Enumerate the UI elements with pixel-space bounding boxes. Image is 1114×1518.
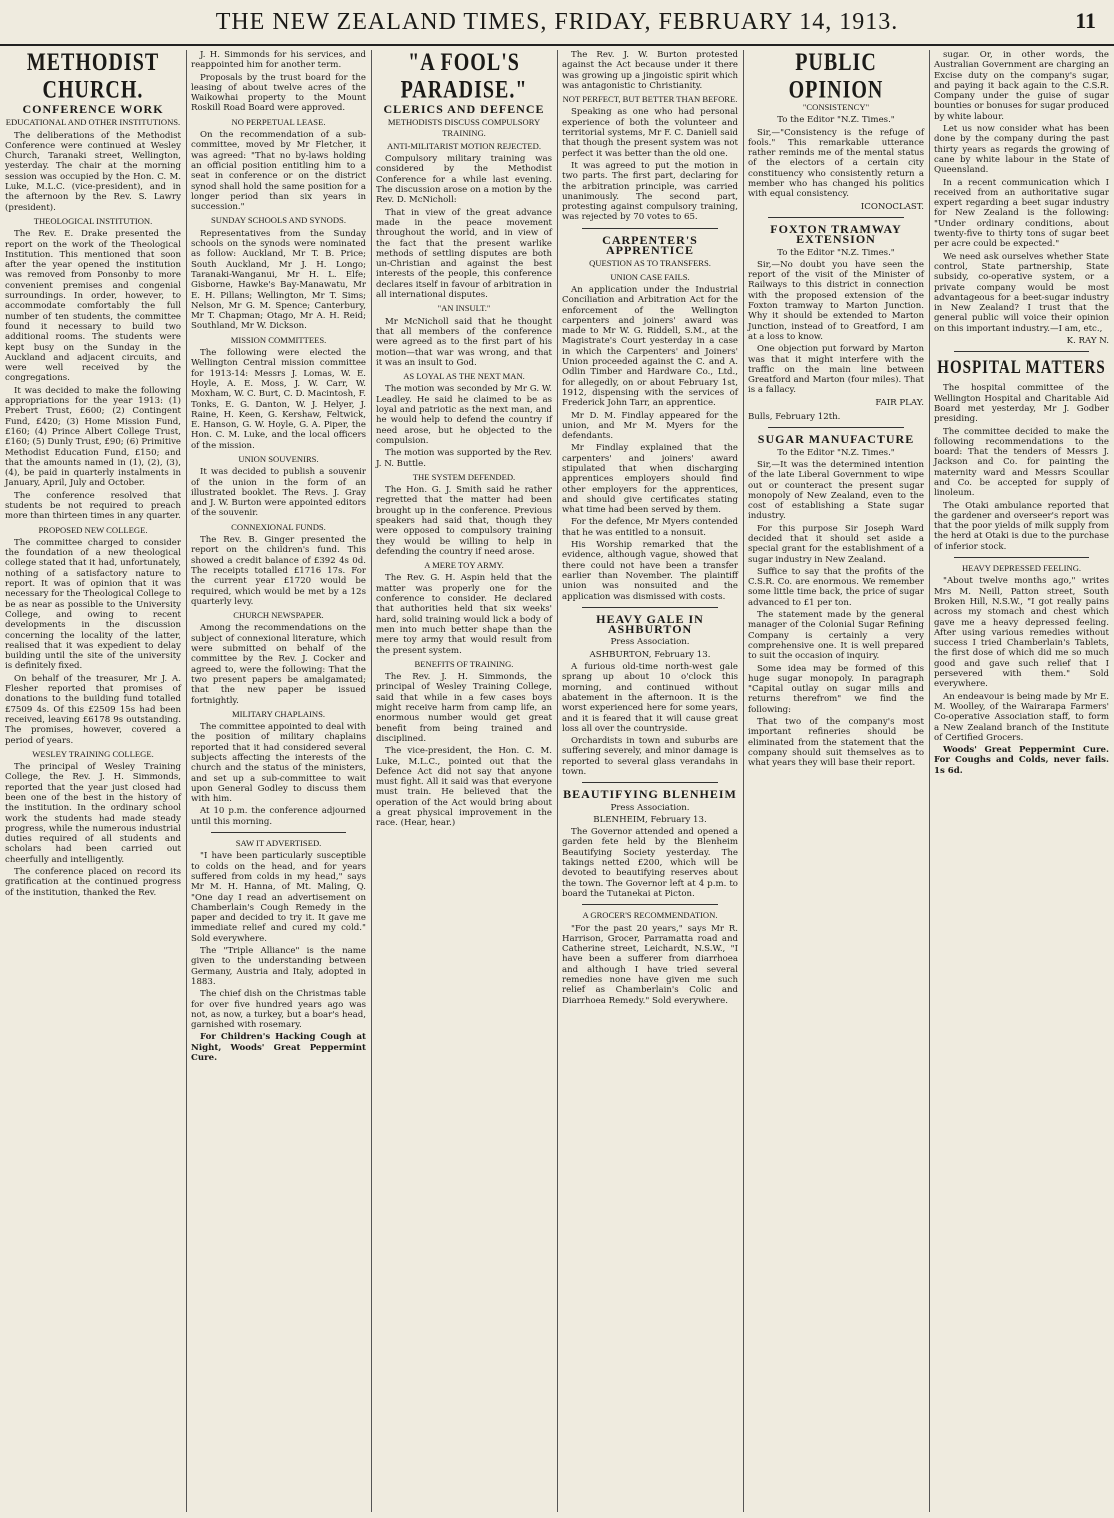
paragraph: The committee charged to consider the foundation of a new theological college stated that it had, unfortunately, nothing of a satisfactory nature to report. It was of opinion that it was necessary for the Theological College to be as near as possible to the University College, and owing to recent developments in the discussion concerning the locality of the latter, realised that it was expedient to delay building until the site of the university is definitely fixed. xyxy=(5,537,181,672)
advertisement: For Children's Hacking Cough at Night, Woods' Great Peppermint Cure. xyxy=(191,1032,366,1064)
column-6 xyxy=(929,50,1114,1512)
paragraph: Mr D. M. Findlay appeared for the union, and Mr M. Myers for the defendants. xyxy=(562,410,738,442)
letter-date: Bulls, February 12th. xyxy=(748,412,841,423)
headline-public-opinion: PUBLIC OPINION xyxy=(788,50,884,104)
section-heading: THEOLOGICAL INSTITUTION. xyxy=(33,215,153,226)
paragraph: The Rev. J. H. Simmonds, the principal of Wesley Training College, said that while in a few cases boys might receive harm from camp life, an enormous number would get great benefit from being trained and disciplined. xyxy=(376,672,552,744)
paragraph: Among the recommendations on the subject of connexional literature, which were submitted on behalf of the committee by the Rev. J. Cocker and agreed to, were the following: That the two present papers be amalgamated; that the new paper be issued fortnightly. xyxy=(191,623,366,706)
paragraph: The Rev. E. Drake presented the report on the work of the Theological Institution. This mentioned that soon after the year opened the institution was removed from Ponsonby to more convenient premises and congenial surroundings. In order, however, to accommodate comfortably the full number of ten students, the committee found it necessary to build two additional rooms. The students were kept busy on the Sunday in the Auckland and adjacent circuits, and were well received by the congregations. xyxy=(5,229,181,384)
paragraph: We need ask ourselves whether State control, State partnership, State subsidy, co-operative system, or a private company would be most advantageous for a beet-sugar industry in New Zealand? I trust that the general public will voice their opinion on this important industry.—I am, etc., xyxy=(934,251,1109,334)
column-1 xyxy=(0,50,186,1512)
divider xyxy=(954,351,1089,352)
section-heading: A GROCER'S RECOMMENDATION. xyxy=(582,910,718,921)
section-heading: AS LOYAL AS THE NEXT MAN. xyxy=(403,371,525,382)
paragraph: On behalf of the treasurer, Mr J. A. Flesher reported that promises of donations to the building fund totalled £7509 4s. Of this £2509 15s had been received, leaving £6178 9s outstanding. The promises, however, covered a period of years. xyxy=(5,673,181,746)
subhead-conference-work: CONFERENCE WORK xyxy=(22,102,164,116)
paragraph: The Hon. G. J. Smith said he rather regretted that the matter had been brought up in the conference. Previous speakers had said that, though they were opposed to compulsory training they would be willing to help in defending the country if need arose. xyxy=(376,485,552,557)
letter-title: FOXTON TRAMWAY EXTENSION xyxy=(770,221,902,247)
section-heading: CONNEXIONAL FUNDS. xyxy=(231,521,326,532)
letter-signature: FAIR PLAY. xyxy=(875,397,924,408)
section-heading: NO PERPETUAL LEASE. xyxy=(231,116,326,127)
column-2 xyxy=(186,50,371,1512)
divider xyxy=(582,607,718,608)
divider xyxy=(582,904,718,905)
paragraph: The principal of Wesley Training College, the Rev. J. H. Simmonds, reported that the year just closed had been one of the best in the history of the institution. In the ordinary school work the students had made steady progress, while the numerous industrial duties required of all students and scholars had been carried out cheerfully and intelligently. xyxy=(5,762,181,865)
paragraph: The Rev. B. Ginger presented the report on the children's fund. This showed a credit balance of £392 4s 0d. The receipts totalled £1716 17s. For the current year £1720 would be required, which would be met by a 12s quarterly levy. xyxy=(191,535,366,607)
paragraph: The hospital committee of the Wellington Hospital and Charitable Aid Board met yesterday, Mr J. Godber presiding. xyxy=(934,383,1109,425)
letter-signature: ICONOCLAST. xyxy=(860,201,924,212)
headline-heavy-gale: HEAVY GALE IN ASHBURTON xyxy=(596,611,704,637)
paragraph: Compulsory military training was considered by the Methodist Conference for a while last evening. The discussion arose on a motion by the Rev. D. McNicholl: xyxy=(376,154,552,206)
headline-carpenters-apprentice: CARPENTER'S APPRENTICE xyxy=(602,232,698,258)
paragraph: One objection put forward by Marton was that it might interfere with the traffic on the main line between Greatford and Marton (four miles). That is a fallacy. xyxy=(748,344,924,396)
divider xyxy=(954,557,1089,558)
paragraph: For the defence, Mr Myers contended that he was entitled to a nonsuit. xyxy=(562,517,738,538)
paragraph: The motion was seconded by Mr G. W. Leadley. He said he claimed to be as loyal and patriotic as the next man, and he would help to defend the country if need arose, but he objected to the compulsion. xyxy=(376,384,552,446)
paragraph: "About twelve months ago," writes Mrs M. Neill, Patton street, South Broken Hill, N.S.W., "I got really pains across my stomach and chest which gave me a heavy depressed feeling. After using various remedies without success I tried Chamberlain's Tablets, the first dose of which did me so much good and gave such relief that I persevered with them." Sold everywhere. xyxy=(934,576,1109,690)
dateline: ASHBURTON, February 13. xyxy=(589,649,711,660)
paragraph: Sir,—It was the determined intention of the late Liberal Government to wipe out or counteract the present sugar monopoly of New Zealand, even to the cost of establishing a State sugar industry. xyxy=(748,459,924,522)
paragraph: The vice-president, the Hon. C. M. Luke, M.L.C., pointed out that the Defence Act did not say that anyone must fight. All it said was that everyone must train. He believed that the operation of the Act would bring about a great physical improvement in the race. (Hear, hear.) xyxy=(376,746,552,829)
newspaper-title: THE NEW ZEALAND TIMES, FRIDAY, FEBRUARY 14, 1913. xyxy=(215,8,899,35)
paragraph: Some idea may be formed of this huge sugar monopoly. In paragraph "Capital outlay on sugar mills and returns therefrom" we find the following: xyxy=(748,663,924,715)
paragraph: The Otaki ambulance reported that the gardener and overseer's report was that the poor yields of milk supply from the herd at Otaki is due to the purchase of inferior stock. xyxy=(934,500,1109,552)
section-heading: BENEFITS OF TRAINING. xyxy=(414,658,514,669)
divider xyxy=(582,228,718,229)
divider xyxy=(582,782,718,783)
paragraph: The conference placed on record its gratification at the continued progress of the institution, thanked the Rev. xyxy=(5,867,181,898)
letter-signature: K. RAY N. xyxy=(1066,336,1109,347)
section-heading: SUNDAY SCHOOLS AND SYNODS. xyxy=(211,215,346,226)
paragraph: The committee decided to make the following recommendations to the board: That the tenders of Messrs J. Jackson and Co. for painting the maternity ward and Messrs Scoullar and Co. be accepted for supply of linoleum. xyxy=(934,426,1109,499)
paragraph: That in view of the great advance made in the peace movement throughout the world, and in view of the fact that the present warlike methods of settling disputes are both un-Christian and against the best interests of the people, this conference declares itself in favour of arbitration in all international disputes. xyxy=(376,207,552,301)
paragraph: An application under the Industrial Conciliation and Arbitration Act for the enforcement of the Wellington carpenters and joiners' award was made to Mr W. G. Riddell, S.M., at the Magistrate's Court yesterday in a case in which the Carpenters' and Joiners' Union proceeded against the C. and A. Odlin Timber and Hardware Co., Ltd., for allegedly, on or about February 1st, 1912, dispensing with the services of Frederick John Tarr, an apprentice. xyxy=(562,284,738,409)
deck: EDUCATIONAL AND OTHER INSTITUTIONS. xyxy=(5,117,181,128)
paragraph: Orchardists in town and suburbs are suffering severely, and minor damage is reported to several glass verandahs in town. xyxy=(562,736,738,777)
letter-title: SUGAR MANUFACTURE xyxy=(757,432,915,447)
deck: ANTI-MILITARIST MOTION REJECTED. xyxy=(386,140,542,151)
paragraph: "For the past 20 years," says Mr R. Harrison, Grocer, Parramatta road and Catherine street, Leichardt, N.S.W., "I have been a sufferer from diarrhoea and although I have tried several remedies none have given me such relief as Chamberlain's Colic and Diarrhoea Remedy." Sold everywhere. xyxy=(562,923,738,1006)
section-heading: WESLEY TRAINING COLLEGE. xyxy=(32,748,154,759)
headline-beautifying-blenheim: BEAUTIFYING BLENHEIM xyxy=(563,787,737,802)
subhead-clerics-defence: CLERICS AND DEFENCE xyxy=(383,102,545,116)
paragraph: His Worship remarked that the evidence, although vague, showed that there could not have been a transfer earlier than November. The plaintiff union was nonsuited and the application was dismissed with costs. xyxy=(562,540,738,602)
section-heading: MISSION COMMITTEES. xyxy=(230,334,327,345)
paragraph: It was agreed to put the motion in two parts. The first part, declaring for the arbitration principle, was carried unanimously. The second part, protesting against compulsory training, was rejected by 70 votes to 65. xyxy=(562,160,738,223)
section-heading: HEAVY DEPRESSED FEELING. xyxy=(961,563,1082,574)
divider xyxy=(768,427,904,428)
divider xyxy=(211,832,346,833)
letter-address: To the Editor "N.Z. Times." xyxy=(777,115,895,126)
paragraph: The conference resolved that students be not required to preach more than thirteen times in any quarter. xyxy=(5,490,181,522)
deck: METHODISTS DISCUSS COMPULSORY TRAINING. xyxy=(387,117,541,138)
section-heading: THE SYSTEM DEFENDED. xyxy=(412,471,516,482)
paragraph: That two of the company's most important refineries should be eliminated from the statement that the company should suit themselves as to what years they will base their report. xyxy=(748,717,924,769)
paragraph: In a recent communication which I received from an authoritative sugar expert regarding a beet sugar industry for New Zealand is the following: "Under ordinary conditions, about twenty-five to thirty tons of sugar beet per acre could be expected." xyxy=(934,177,1109,250)
section-heading: "AN INSULT." xyxy=(437,303,491,314)
masthead xyxy=(0,0,1114,46)
section-heading: CHURCH NEWSPAPER. xyxy=(233,610,324,621)
paragraph: Proposals by the trust board for the leasing of about twelve acres of the Waikowhai property to the Mount Roskill Road Board were approved. xyxy=(191,72,366,114)
headline-fools-paradise: "A FOOL'S PARADISE." xyxy=(400,50,528,104)
paragraph: The Rev. G. H. Aspin held that the matter was properly one for the conference to consider. He declared that authorities held that six weeks' hard, solid training would lick a body of men into much better shape than the mere toy army that would result from the present system. xyxy=(376,573,552,656)
paragraph: Sir,—"Consistency is the refuge of fools." This remarkable utterance rather reminds me of the mental status of the electors of a certain city constituency who consistently return a member who has changed his politics with equal consistency. xyxy=(748,127,924,200)
page-number: 11 xyxy=(1075,8,1096,33)
paragraph: sugar. Or, in other words, the Australian Government are charging an Excise duty on the company's sugar, and paying it back again to the C.S.R. Company under the guise of sugar bounties or bonuses for sugar produced by white labour. xyxy=(934,50,1109,122)
paragraph: Mr McNicholl said that he thought that all members of the conference were agreed as to the first part of his motion—that war was wrong, and that it was an insult to God. xyxy=(376,316,552,368)
column-3 xyxy=(371,50,557,1512)
paragraph: The Rev. J. W. Burton protested against the Act because under it there was growing up a jingoistic spirit which was antagonistic to Christianity. xyxy=(562,50,738,91)
paragraph: The motion was supported by the Rev. J. N. Buttle. xyxy=(376,448,552,469)
dateline: BLENHEIM, February 13. xyxy=(593,814,707,825)
paragraph: Sir,—No doubt you have seen the report of the visit of the Minister of Railways to this district in connection with the proposed extension of the Foxton tramway to Marton Junction. Why it should be extended to Marton Junction, instead of to Greatford, I am at a loss to know. xyxy=(748,259,924,342)
paragraph: The committee appointed to deal with the position of military chaplains reported that it had considered several subjects affecting the interests of the church and the status of the ministers, and set up a sub-committee to wait upon General Godley to discuss them with him. xyxy=(191,722,366,805)
paragraph: An endeavour is being made by Mr E. M. Woolley, of the Wairarapa Farmers' Co-operative Association staff, to form a New Zealand branch of the Institute of Certified Grocers. xyxy=(934,691,1109,743)
section-heading: NOT PERFECT, BUT BETTER THAN BEFORE. xyxy=(562,94,738,105)
paragraph: A furious old-time north-west gale sprang up about 10 o'clock this morning, and continued without abatement in the afternoon. It is the worst experienced here for some years, and it is feared that it will cause great loss all over the countryside. xyxy=(562,662,738,734)
paragraph: Representatives from the Sunday schools on the synods were nominated as follow: Auckland, Mr T. B. Price; South Auckland, Mr J. H. Longo; Taranaki-Wanganui, Mr H. L. Elfe; Gisborne, Hawke's Bay-Manawatu, Mr E. H. Pillans; Wellington, Mr T. Sims; Nelson, Mr G. M. Spence; Canterbury, Mr T. Chapman; Otago, Mr A. H. Reid; Southland, Mr W. Dickson. xyxy=(191,228,366,332)
paragraph: For this purpose Sir Joseph Ward decided that it should set aside a special grant for the establishment of a sugar industry in New Zealand. xyxy=(748,523,924,565)
paragraph: The following were elected the Wellington Central mission committee for 1913-14: Messrs J. Lomas, W. E. Hoyle, A. E. Moss, J. W. Carr, W. Moxham, W. C. Burt, C. D. Macintosh, F. Tonks, E. G. Danton, W. J. Helyer, J. Raine, H. Keen, G. Kershaw, Feltwick, E. Hanson, G. W. Hoyle, G. A. Piper, the Hon. C. M. Luke, and the local officers of the mission. xyxy=(191,348,366,451)
paragraph: Mr Findlay explained that the carpenters' and joiners' award stipulated that when discharging apprentices employers should find other employers for the apprentices, and should give certificates stating what time had been served by them. xyxy=(562,443,738,516)
paragraph: At 10 p.m. the conference adjourned until this morning. xyxy=(191,806,366,827)
press-credit: Press Association. xyxy=(610,637,690,648)
letter-address: To the Editor "N.Z. Times." xyxy=(777,447,895,458)
divider xyxy=(768,217,904,218)
section-heading: SAW IT ADVERTISED. xyxy=(235,838,322,849)
paragraph: Suffice to say that the profits of the C.S.R. Co. are enormous. We remember some little time back, the price of sugar advanced to £1 per ton. xyxy=(748,566,924,608)
advertisement: Woods' Great Peppermint Cure. For Coughs and Colds, never fails. 1s 6d. xyxy=(934,745,1109,776)
paragraph: J. H. Simmonds for his services, and reappointed him for another term. xyxy=(191,50,366,71)
paragraph: On the recommendation of a sub-committee, moved by Mr Fletcher, it was agreed: "That no by-laws holding an official position entitling him to a seat in conference or on the district synod shall hold the same position for a longer period than six years in succession." xyxy=(191,130,366,213)
letter-address: To the Editor "N.Z. Times." xyxy=(777,247,895,258)
paragraph: It was decided to publish a souvenir of the union in the form of an illustrated booklet. The Revs. J. Gray and J. W. Burton were appointed editors of the souvenir. xyxy=(191,467,366,519)
paragraph: Speaking as one who had personal experience of both the volunteer and territorial systems, Mr F. C. Daniell said that though the present system was not perfect it was better than the old one. xyxy=(562,107,738,159)
section-heading: UNION CASE FAILS. xyxy=(610,271,690,282)
paragraph: It was decided to make the following appropriations for the year 1913: (1) Prebert Trust, £600; (2) Contingent Fund, £420; (3) Home Mission Fund, £160; (4) Prince Albert College Trust, £160; (5) Dunly Trust, £90; (6) Primitive Methodist Education Fund, £150; and that the amounts named in (1), (2), (3), (4), be paid in quarterly instalments in January, April, July and October. xyxy=(5,385,182,489)
headline-methodist-church: METHODIST CHURCH. xyxy=(26,50,160,104)
paragraph: Let us now consider what has been done by the company during the past thirty years as regards the growing of cane by white labour in the State of Queensland. xyxy=(934,124,1109,176)
section-heading: A MERE TOY ARMY. xyxy=(424,560,504,571)
paragraph: The Governor attended and opened a garden fete held by the Blenheim Beautifying Society yesterday. The takings netted £200, which will be devoted to beautifying reserves about the town. The Governor left at 4 p.m. to board the Tutanekai at Picton. xyxy=(562,827,738,899)
paragraph: The statement made by the general manager of the Colonial Sugar Refining Company is certainly a very comprehensive one. It is well prepared to suit the occasion of inquiry. xyxy=(748,610,924,662)
paragraph: The deliberations of the Methodist Conference were continued at Wesley Church, Taranaki street, Wellington, yesterday. The chair at the morning session was occupied by the Hon. C. M. Luke, M.L.C. (vice-president), and in the afternoon by the Rev. S. Lawry (president). xyxy=(5,130,181,213)
paragraph: "I have been particularly susceptible to colds on the head, and for years suffered from colds in my head," says Mr M. H. Hanna, of Mt. Maling, Q. "One day I read an advertisement on Chamberlain's Cough Remedy in the paper and decided to try it. It gave me immediate relief and cured my cold." Sold everywhere. xyxy=(191,851,366,944)
section-heading: PROPOSED NEW COLLEGE. xyxy=(38,524,148,535)
deck: QUESTION AS TO TRANSFERS. xyxy=(589,258,711,269)
section-heading: UNION SOUVENIRS. xyxy=(238,453,319,464)
paragraph: The "Triple Alliance" is the name given to the understanding between Germany, Austria and Italy, adopted in 1883. xyxy=(191,946,366,987)
column-4 xyxy=(557,50,743,1512)
press-credit: Press Association. xyxy=(610,802,690,813)
letter-title: "CONSISTENCY" xyxy=(802,102,870,112)
section-heading: MILITARY CHAPLAINS. xyxy=(231,708,326,719)
headline-hospital-matters: HOSPITAL MATTERS xyxy=(937,358,1106,379)
paragraph: The chief dish on the Christmas table for over five hundred years ago was not, as now, a turkey, but a boar's head, garnished with rosemary. xyxy=(191,989,366,1031)
column-5 xyxy=(743,50,929,1512)
